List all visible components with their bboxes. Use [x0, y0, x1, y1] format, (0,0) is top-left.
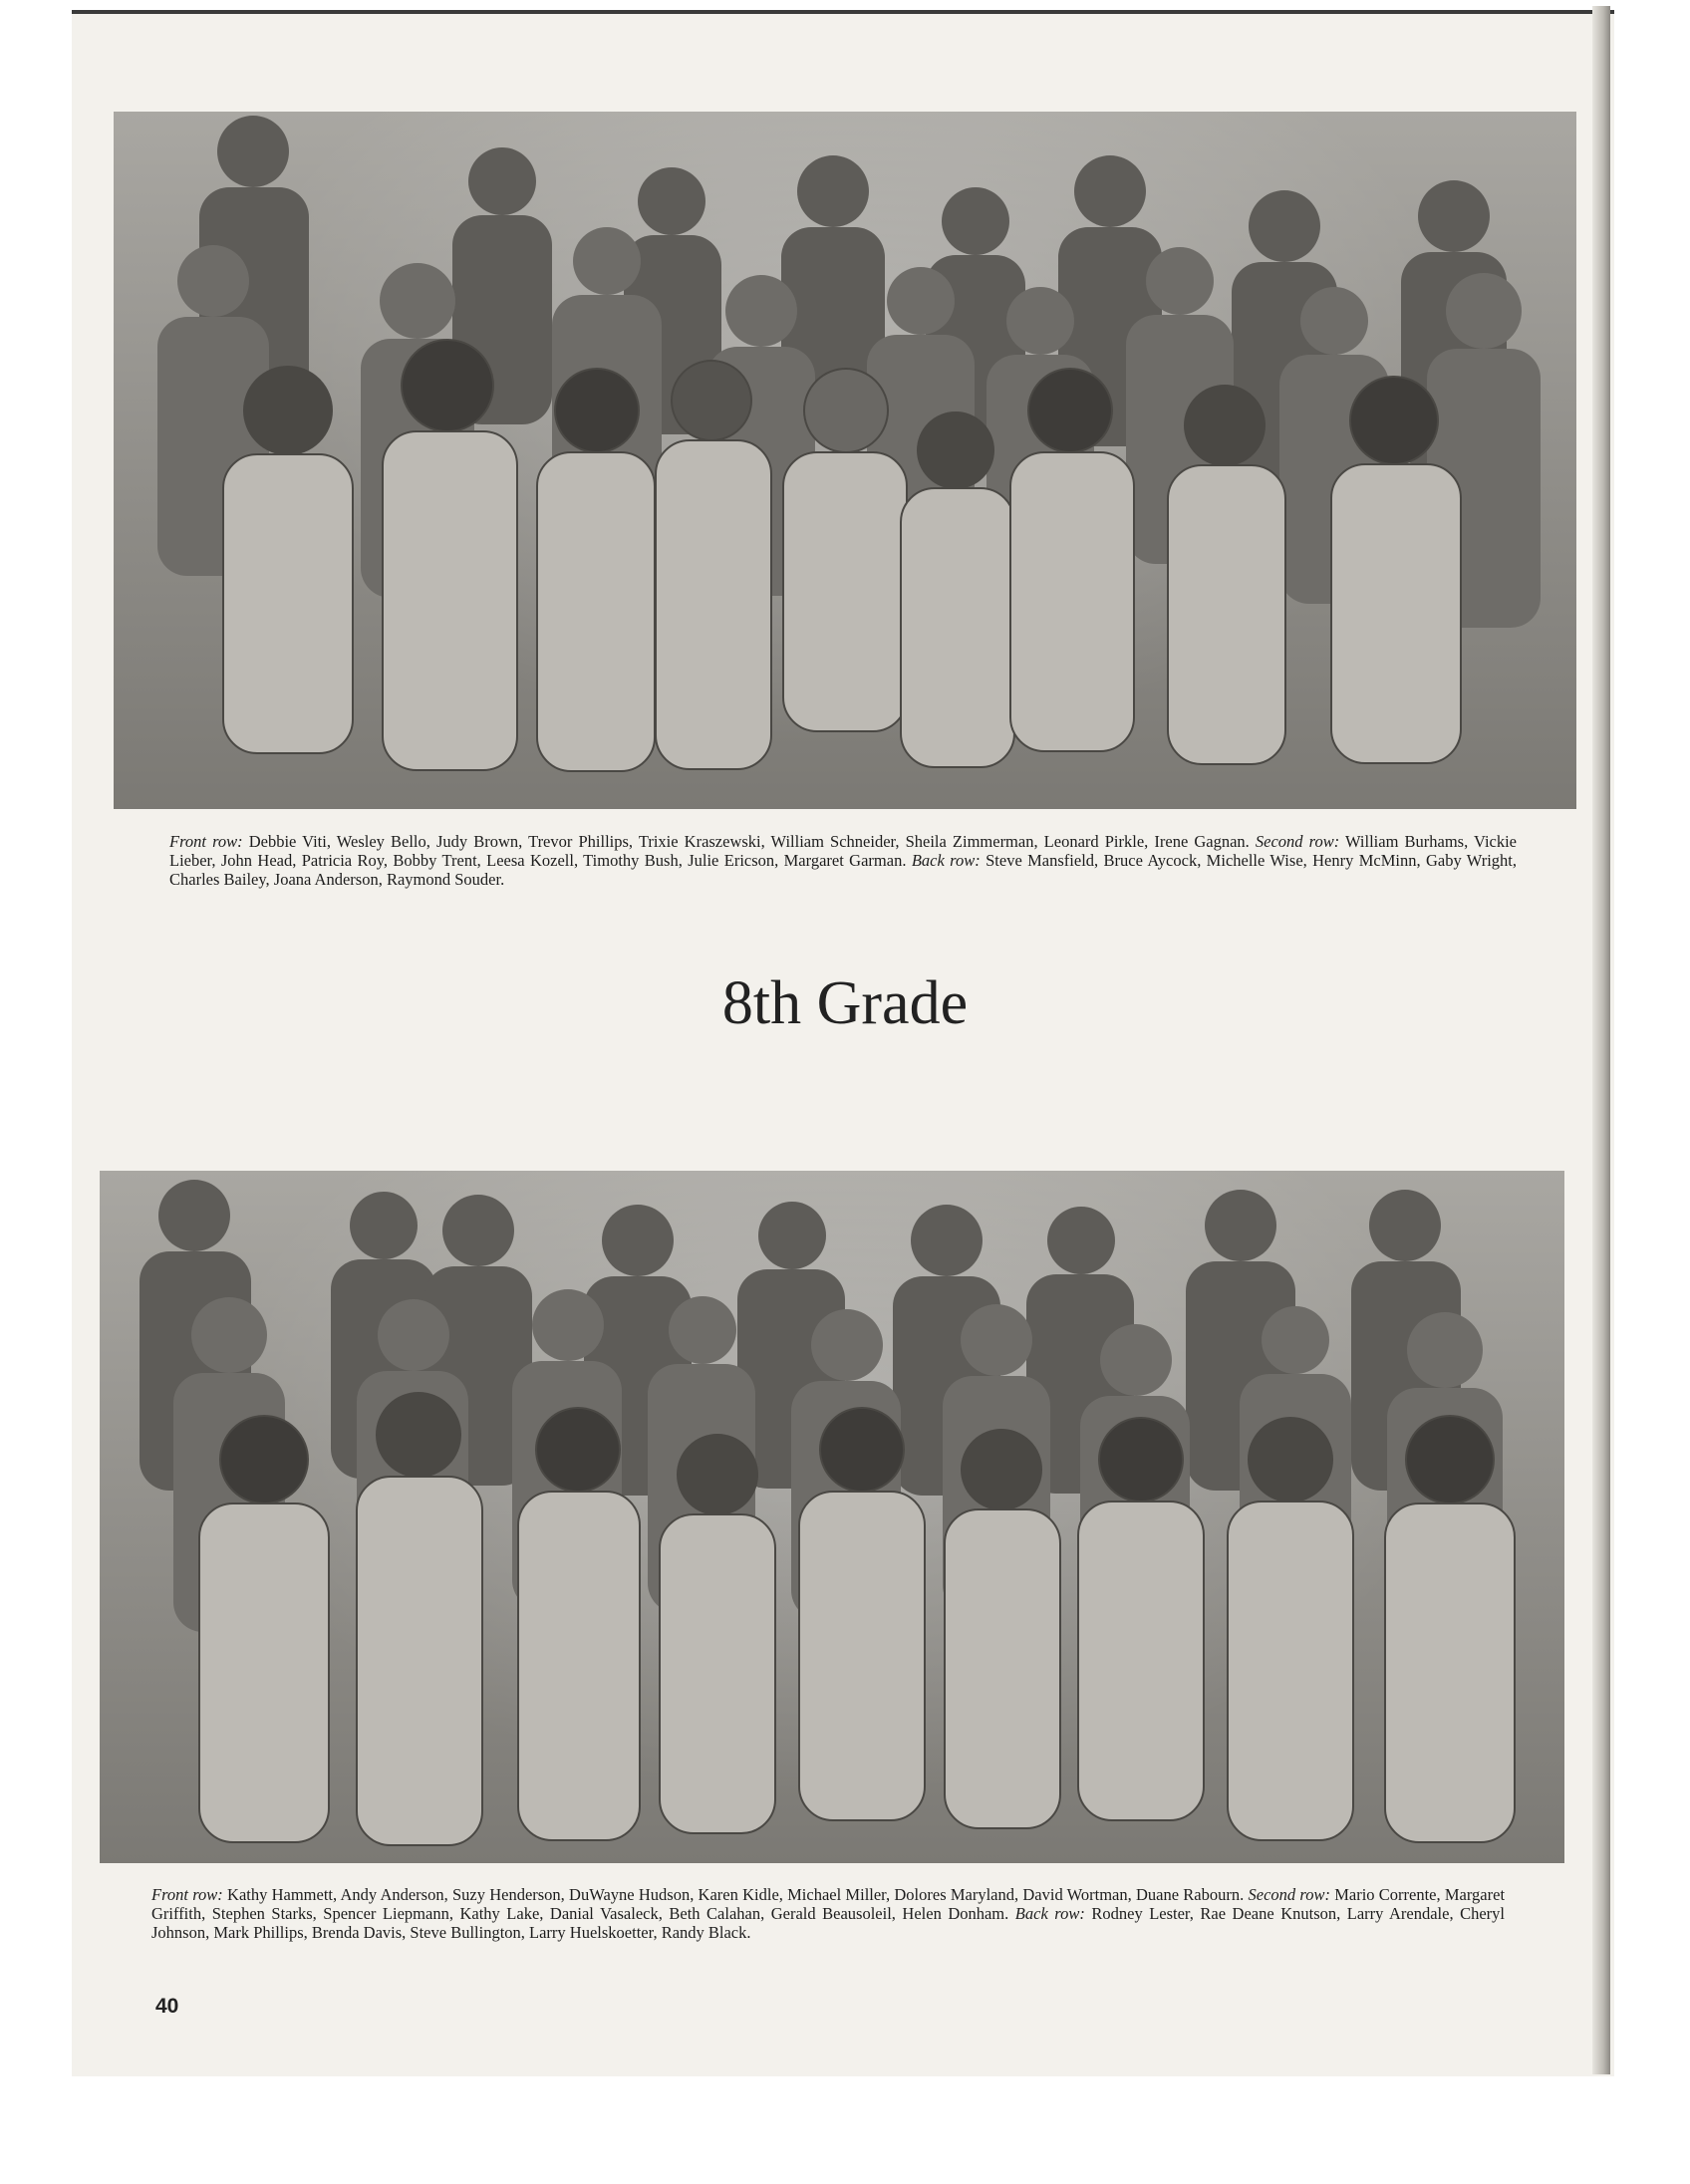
caption-lower	[151, 1885, 1505, 1942]
caption-upper	[169, 832, 1517, 889]
caption-lower-front-names: Kathy Hammett, Andy Anderson, Suzy Henderson, DuWayne Hudson, Karen Kidle, Michael Miller, Dolores Maryland, David Wortman, Duane Rabourn.	[227, 1885, 1245, 1904]
caption-upper-front-label: Front row:	[169, 832, 243, 851]
section-title: 8th Grade	[721, 969, 969, 1037]
caption-lower-front-label: Front row:	[151, 1885, 223, 1904]
page-binding-shadow	[1592, 6, 1610, 2074]
caption-upper-back-names: Steve Mansfield, Bruce Aycock, Michelle Wise, Henry McMinn, Gaby Wright, Charles Bailey, Joana Anderson, Raymond Souder.	[169, 851, 1517, 889]
caption-upper-second-label: Second row:	[1255, 832, 1340, 851]
class-photo-upper	[114, 112, 1576, 809]
caption-lower-back-names: Rodney Lester, Rae Deane Knutson, Larry Arendale, Cheryl Johnson, Mark Phillips, Brenda Davis, Steve Bullington, Larry Huelskoetter, Randy Black.	[151, 1904, 1506, 1942]
page-number: 40	[155, 1995, 179, 2018]
caption-upper-front-names: Debbie Viti, Wesley Bello, Judy Brown, Trevor Phillips, Trixie Kraszewski, William Schneider, Sheila Zimmerman, Leonard Pirkle, Irene Gagnan.	[248, 832, 1250, 851]
caption-lower-second-names: Mario Corrente, Margaret Griffith, Stephen Starks, Spencer Liepmann, Kathy Lake, Danial Vasaleck, Beth Calahan, Gerald Beausoleil, Helen Donham.	[151, 1885, 1506, 1923]
caption-upper-second-names: William Burhams, Vickie Lieber, John Head, Patricia Roy, Bobby Trent, Leesa Kozell, Timothy Bush, Julie Ericson, Margaret Garman.	[169, 832, 1518, 870]
front-row-figures	[199, 1393, 1515, 1845]
class-photo-lower-figures	[100, 1171, 1564, 1863]
caption-lower-back-label: Back row:	[1014, 1904, 1085, 1923]
class-photo-lower	[100, 1171, 1564, 1863]
caption-upper-back-label: Back row:	[911, 851, 981, 870]
caption-lower-second-label: Second row:	[1248, 1885, 1330, 1904]
class-photo-upper-figures	[114, 112, 1576, 809]
